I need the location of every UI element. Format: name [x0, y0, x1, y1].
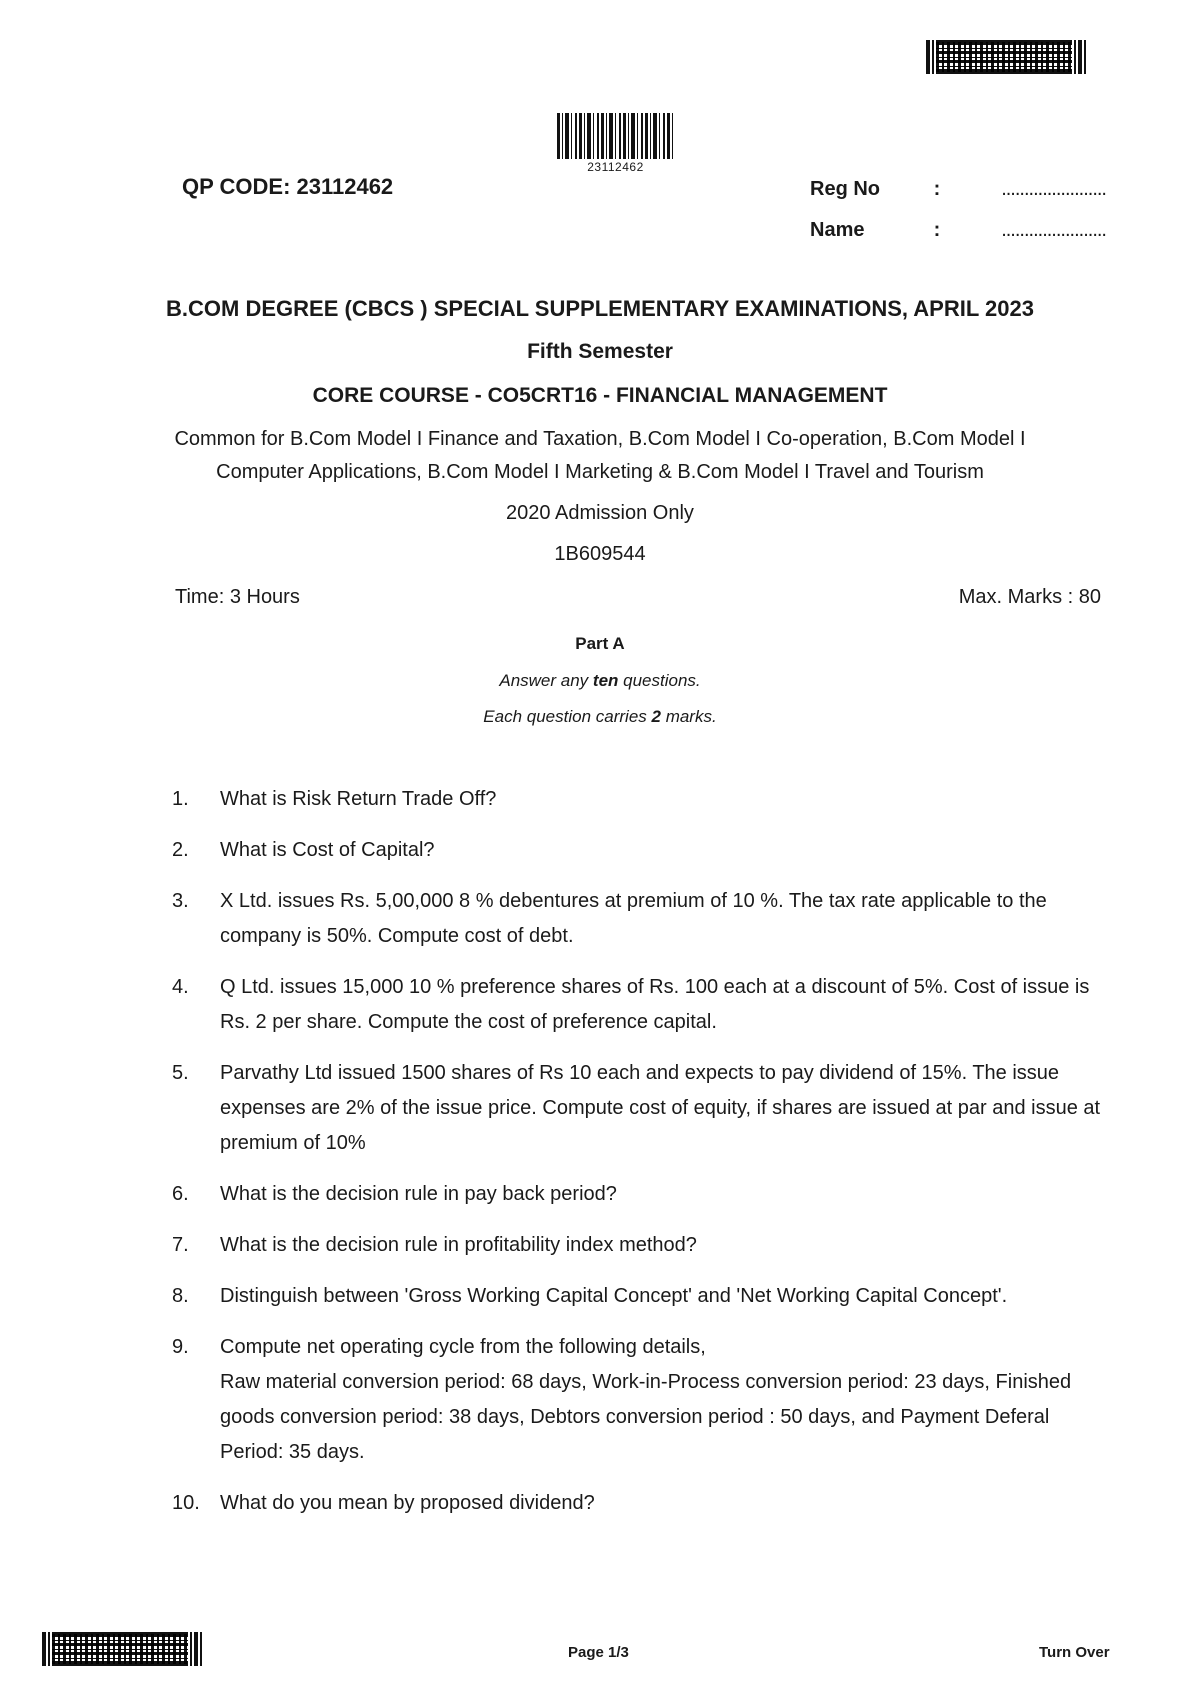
question-number: 1. [172, 788, 189, 810]
question-text: What is the decision rule in pay back period? [220, 1183, 617, 1205]
name-blank: ....................... [1001, 219, 1106, 241]
instruction-answer [0, 671, 1200, 691]
qp-code: QP CODE: 23112462 [182, 174, 394, 199]
question-text: Distinguish between 'Gross Working Capital Concept' and 'Net Working Capital Concept'. [220, 1285, 1008, 1307]
reg-no-label: Reg No [810, 178, 880, 200]
reg-no-row [810, 178, 1106, 201]
question-text: What is Cost of Capital? [220, 839, 435, 861]
question-text: What is Risk Return Trade Off? [220, 788, 497, 810]
question-item [172, 970, 1107, 1040]
bottom-left-barcode [42, 1632, 202, 1666]
instruction-marks-post: marks. [660, 707, 717, 726]
question-item [172, 1228, 1107, 1263]
reg-no-colon: : [933, 178, 941, 200]
question-item [172, 884, 1107, 954]
max-marks: Max. Marks : 80 [958, 586, 1101, 608]
question-text: Q Ltd. issues 15,000 10 % preference shares of Rs. 100 each at a discount of 5%. Cost of issue is Rs. 2 per share. Compute the cost of preference capital. [220, 976, 1090, 1033]
question-number: 2. [172, 839, 189, 861]
qp-barcode [557, 113, 674, 159]
instruction-marks-count: 2 [651, 707, 661, 726]
question-item [172, 1330, 1107, 1470]
question-text: X Ltd. issues Rs. 5,00,000 8 % debentures at premium of 10 %. The tax rate applicable to the company is 50%. Compute cost of debt. [220, 890, 1047, 947]
question-item [172, 833, 1107, 868]
course-title: CORE COURSE - CO5CRT16 - FINANCIAL MANAGEMENT [312, 384, 888, 407]
paper-id: 1B609544 [554, 543, 646, 565]
question-number: 7. [172, 1234, 189, 1256]
instruction-answer-count: ten [592, 671, 619, 690]
exam-title: B.COM DEGREE (CBCS ) SPECIAL SUPPLEMENTARY EXAMINATIONS, APRIL 2023 [166, 296, 1034, 321]
question-text: What do you mean by proposed dividend? [220, 1492, 595, 1514]
name-colon: : [933, 219, 941, 241]
time-marks-row [175, 586, 1101, 609]
semester: Fifth Semester [527, 340, 673, 363]
common-line-1: Common for B.Com Model I Finance and Taxation, B.Com Model I Co-operation, B.Com Model I [174, 428, 1026, 450]
instruction-answer-post: questions. [618, 671, 701, 690]
admission-note: 2020 Admission Only [506, 502, 694, 524]
question-item [172, 1177, 1107, 1212]
question-number: 6. [172, 1183, 189, 1205]
question-number: 8. [172, 1285, 189, 1307]
common-line-2: Computer Applications, B.Com Model I Marketing & B.Com Model I Travel and Tourism [216, 461, 984, 483]
turn-over-label: Turn Over [1039, 1644, 1110, 1661]
question-number: 4. [172, 976, 189, 998]
barcode-number: 23112462 [587, 160, 644, 174]
instruction-marks-pre: Each question carries [483, 707, 652, 726]
name-row [810, 219, 1106, 242]
top-right-barcode [926, 40, 1086, 74]
question-list [172, 782, 1107, 1537]
question-number: 5. [172, 1062, 189, 1084]
question-item [172, 782, 1107, 817]
time-duration: Time: 3 Hours [175, 586, 300, 608]
question-number: 10. [172, 1492, 200, 1514]
instruction-marks [0, 707, 1200, 727]
question-item [172, 1279, 1107, 1314]
part-title: Part A [575, 634, 625, 653]
question-text: Compute net operating cycle from the following details, Raw material conversion period: 68 days, Work-in-Process conversion period: 23 days, Finished goods conversion period: 38 days, Debtors conversion period : 50 days, and Payment Deferal Period: 35 days. [220, 1336, 1072, 1463]
question-number: 9. [172, 1336, 189, 1358]
question-text: What is the decision rule in profitability index method? [220, 1234, 697, 1256]
question-text: Parvathy Ltd issued 1500 shares of Rs 10 each and expects to pay dividend of 15%. The issue expenses are 2% of the issue price. Compute cost of equity, if shares are issued at par and issue at premium of 10% [220, 1062, 1101, 1154]
question-number: 3. [172, 890, 189, 912]
reg-no-blank: ....................... [1001, 178, 1106, 200]
instruction-answer-pre: Answer any [499, 671, 593, 690]
page-number: Page 1/3 [568, 1644, 629, 1661]
name-label: Name [810, 219, 865, 241]
question-item [172, 1056, 1107, 1161]
question-item [172, 1486, 1107, 1521]
